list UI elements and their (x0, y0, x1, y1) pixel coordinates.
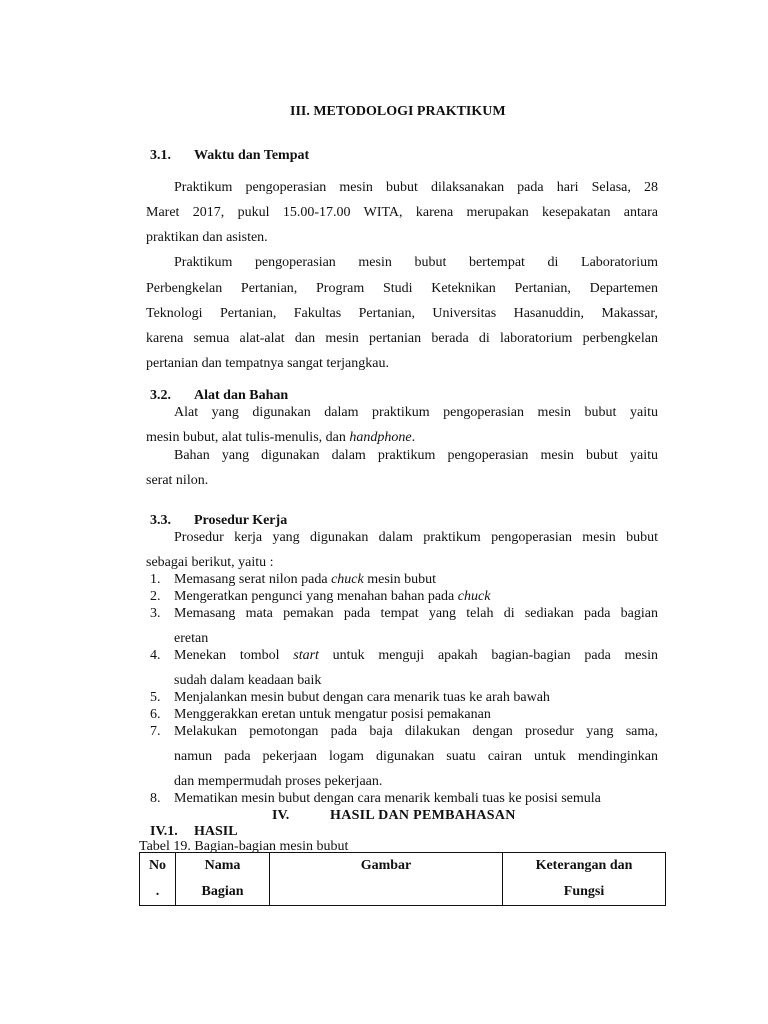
step-number: 5. (150, 690, 161, 705)
section-title: Waktu dan Tempat (194, 148, 310, 163)
text-run: . (411, 430, 416, 445)
header-text: Keterangan dan (535, 858, 633, 873)
text-run: Menekan tombol (174, 648, 294, 663)
step-text-continued: namun pada pekerjaan logam digunakan suatu cairan untuk mendinginkan (174, 749, 658, 764)
header-cell-description (503, 853, 666, 906)
paragraph-line: pertanian dan tempatnya sangat terjangkau. (146, 356, 389, 371)
subsection-number: IV.1. (150, 824, 178, 839)
table-caption: Tabel 19. Bagian-bagian mesin bubut (139, 839, 349, 854)
paragraph-line: serat nilon. (146, 473, 209, 488)
step-number: 3. (150, 606, 161, 621)
step-text (174, 589, 658, 605)
paragraph-line (146, 430, 415, 446)
step-text: Menjalankan mesin bubut dengan cara menarik tuas ke arah bawah (174, 690, 550, 705)
paragraph-line: Alat yang digunakan dalam praktikum pengoperasian mesin bubut yaitu (174, 405, 658, 420)
section-number: 3.2. (150, 388, 171, 403)
step-text: Menggerakkan eretan untuk mengatur posisi pemakanan (174, 707, 491, 722)
text-run: mesin bubut (363, 572, 437, 587)
header-text: Nama (204, 858, 241, 873)
step-text-continued: eretan (174, 631, 209, 646)
header-cell-name (176, 853, 270, 906)
step-text (174, 572, 658, 588)
step-text-continued: sudah dalam keadaan baik (174, 673, 322, 688)
emphasis-text: handphone (349, 430, 412, 445)
chapter-heading: III. METODOLOGI PRAKTIKUM (290, 104, 506, 119)
section-title: Prosedur Kerja (194, 513, 288, 528)
emphasis-text: start (293, 648, 319, 663)
paragraph-line: Teknologi Pertanian, Fakultas Pertanian, Universitas Hasanuddin, Makassar, (146, 306, 658, 321)
step-number: 6. (150, 707, 161, 722)
paragraph-line: Perbengkelan Pertanian, Program Studi Keteknikan Pertanian, Departemen (146, 281, 658, 296)
section-title: Alat dan Bahan (194, 388, 289, 403)
step-number: 2. (150, 589, 161, 604)
header-text: Bagian (201, 884, 244, 899)
header-text: Fungsi (563, 884, 605, 899)
section-number: 3.3. (150, 513, 171, 528)
paragraph-line: Bahan yang digunakan dalam praktikum pengoperasian mesin bubut yaitu (174, 448, 658, 463)
step-text-continued: dan mempermudah proses pekerjaan. (174, 774, 383, 789)
paragraph-line: Prosedur kerja yang digunakan dalam praktikum pengoperasian mesin bubut (174, 530, 658, 545)
paragraph-line: Praktikum pengoperasian mesin bubut bertempat di Laboratorium (174, 255, 658, 270)
header-cell-no (140, 853, 176, 906)
text-run: Mengeratkan pengunci yang menahan bahan pada (174, 589, 458, 604)
parts-table (139, 852, 666, 906)
emphasis-text: chuck (457, 589, 491, 604)
step-text: Memasang mata pemakan pada tempat yang telah di sediakan pada bagian (174, 606, 658, 621)
paragraph-line: Praktikum pengoperasian mesin bubut dilaksanakan pada hari Selasa, 28 (174, 180, 658, 195)
chapter-number: IV. (272, 808, 290, 823)
paragraph-line: praktikan dan asisten. (146, 230, 268, 245)
header-text: Gambar (360, 858, 412, 873)
emphasis-text: chuck (331, 572, 364, 587)
step-number: 1. (150, 572, 161, 587)
table-header-row (140, 853, 666, 906)
step-text (174, 648, 658, 664)
step-number: 4. (150, 648, 161, 663)
text-run: untuk menguji apakah bagian-bagian pada mesin (318, 648, 658, 663)
header-text: . (155, 884, 160, 899)
header-cell-image (270, 853, 503, 906)
step-text: Mematikan mesin bubut dengan cara menarik kembali tuas ke posisi semula (174, 791, 601, 806)
paragraph-line: karena semua alat-alat dan mesin pertanian berada di laboratorium perbengkelan (146, 331, 658, 346)
header-text: No (148, 858, 167, 873)
paragraph-line: sebagai berikut, yaitu : (146, 555, 274, 570)
step-number: 7. (150, 724, 161, 739)
subsection-title: HASIL (194, 824, 238, 839)
step-number: 8. (150, 791, 161, 806)
text-run: Memasang serat nilon pada (174, 572, 332, 587)
section-number: 3.1. (150, 148, 171, 163)
text-run: mesin bubut, alat tulis-menulis, dan (146, 430, 350, 445)
step-text: Melakukan pemotongan pada baja dilakukan dengan prosedur yang sama, (174, 724, 658, 739)
chapter-title: HASIL DAN PEMBAHASAN (330, 808, 516, 823)
paragraph-line: Maret 2017, pukul 15.00-17.00 WITA, karena merupakan kesepakatan antara (146, 205, 658, 220)
